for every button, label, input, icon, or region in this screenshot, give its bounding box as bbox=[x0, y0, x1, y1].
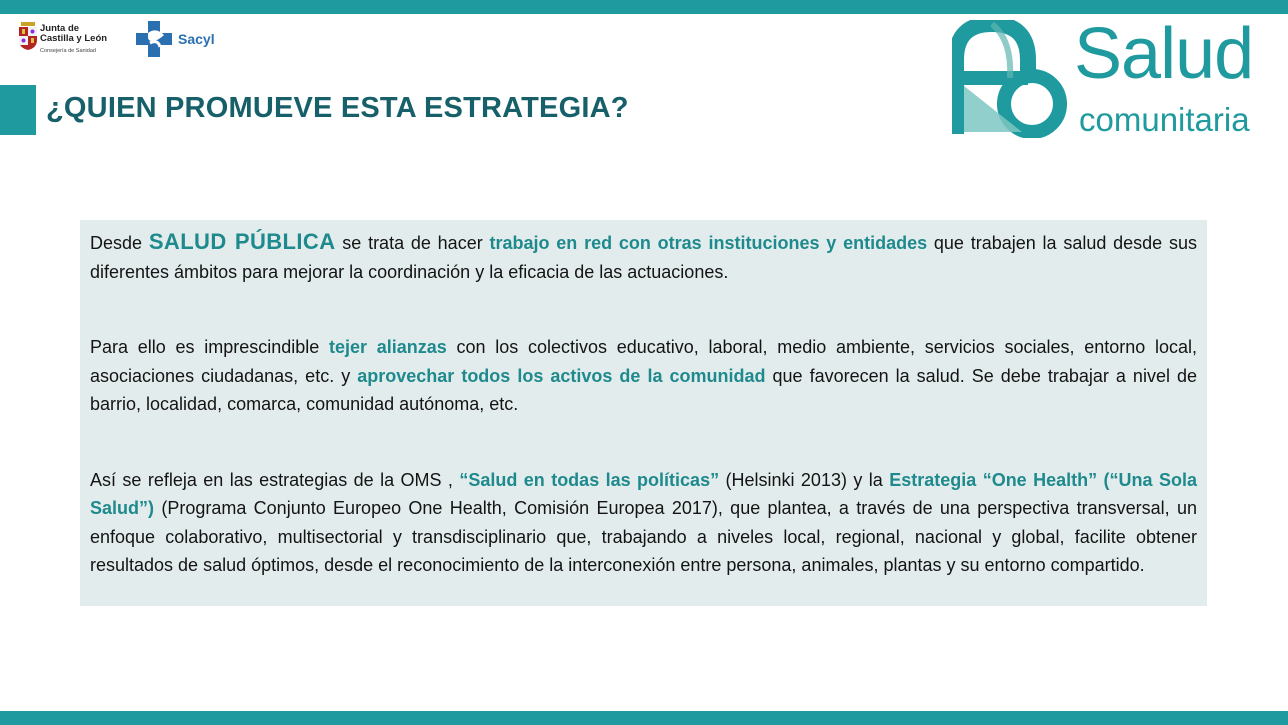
p2-highlight-tejer-alianzas: tejer alianzas bbox=[328, 337, 447, 357]
p2-highlight-activos: aprovechar todos los activos de la comunidad bbox=[357, 365, 766, 386]
p1-text-2: se trata de hacer bbox=[335, 233, 490, 253]
paragraph-estrategias-oms bbox=[90, 466, 1197, 580]
salud-comunitaria-word-salud: Salud bbox=[1074, 14, 1254, 94]
sacyl-cross-icon bbox=[134, 19, 176, 61]
paragraph-salud-publica bbox=[90, 228, 1197, 286]
p3-text-2: (Helsinki 2013) y la bbox=[719, 469, 890, 490]
paragraph-alianzas bbox=[90, 333, 1197, 419]
p2-text-3: que favorecen la salud. Se debe trabajar a nivel de barrio, localidad, comarca, comunidad autónoma, etc. bbox=[90, 365, 1198, 414]
p1-text-1: Desde bbox=[90, 233, 149, 253]
junta-logo-subtitle: Consejería de Sanidad bbox=[40, 48, 96, 54]
title-accent-block bbox=[0, 85, 36, 135]
p3-text-1: Así se refleja en las estrategias de la OMS , bbox=[90, 469, 460, 490]
p3-highlight-salud-politicas: “Salud en todas las políticas” bbox=[459, 469, 720, 490]
sacyl-logo bbox=[134, 19, 224, 63]
p2-text-1: Para ello es imprescindible bbox=[90, 337, 329, 357]
p1-highlight-trabajo-en-red: trabajo en red con otras instituciones y entidades bbox=[489, 233, 928, 253]
sacyl-logo-text: Sacyl bbox=[178, 31, 215, 47]
p3-highlight-one-health: Estrategia “One Health” (“Una Sola Salud”) bbox=[90, 469, 1197, 518]
salud-comunitaria-word-comunitaria: comunitaria bbox=[1079, 101, 1250, 138]
bottom-accent-bar bbox=[0, 711, 1288, 725]
junta-logo-text: Junta de Castilla y León bbox=[40, 23, 108, 44]
salud-comunitaria-emblem-icon bbox=[952, 20, 1070, 138]
junta-castilla-leon-logo bbox=[18, 20, 118, 60]
content-box bbox=[80, 220, 1207, 606]
p1-text-3: que trabajen la salud desde sus diferentes ámbitos para mejorar la coordinación y la eficacia de las actuaciones. bbox=[90, 233, 1197, 282]
page-title: ¿QUIEN PROMUEVE ESTA ESTRATEGIA? bbox=[46, 92, 629, 124]
p1-highlight-salud-publica: SALUD PÚBLICA bbox=[148, 229, 336, 254]
p2-text-2: con los colectivos educativo, laboral, medio ambiente, servicios sociales, entorno local, asociaciones ciudadanas, etc. y bbox=[90, 337, 1198, 386]
salud-comunitaria-logo bbox=[952, 14, 1272, 140]
p3-text-3: (Programa Conjunto Europeo One Health, Comisión Europea 2017), que plantea, a través de una perspectiva transversal, un enfoque colaborativo, multisectorial y transdisciplinario que, trabajando a niveles local, regional, nacional y global, facilite obtener resultados de salud óptimos, desde el reconocimiento de la interconexión entre persona, animales, plantas y su entorno compartido. bbox=[90, 498, 1197, 575]
coat-of-arms-icon bbox=[18, 22, 38, 50]
